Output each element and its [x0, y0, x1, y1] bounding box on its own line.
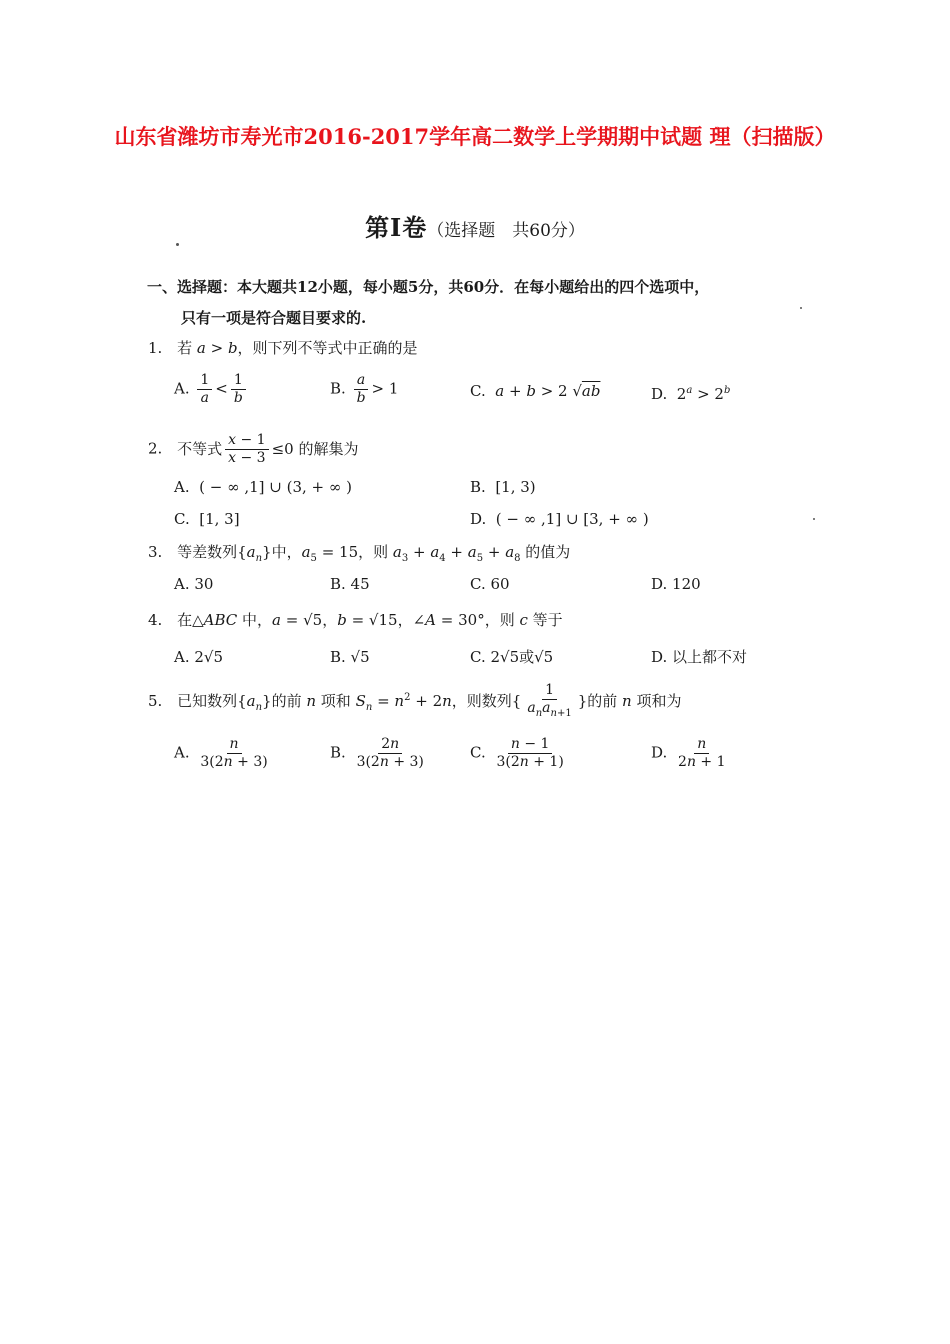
q1-option-d: D. $2^a > 2^b$	[651, 385, 731, 403]
section-sub: （选择题 共60分）	[427, 221, 585, 241]
question-2-stem: 不等式 $\frac{x - 1}{x - 3}$ ≤0 的解集为	[177, 432, 359, 466]
section-main: 第Ⅰ卷	[365, 213, 428, 242]
question-3-stem: 等差数列$\{a_n\}$中，$a_5 = 15$，则 $a_3 + a_4 + a_5 + a_8$ 的值为	[177, 543, 571, 564]
q1-option-a: A. $\frac{1}{a}$ < $\frac{1}{b}$	[174, 372, 249, 407]
question-5	[148, 682, 681, 722]
q1-option-c: C. a + b > 2 √ab	[470, 382, 601, 400]
question-1-stem: 若 a > b，则下列不等式中正确的是	[177, 339, 418, 357]
instructions-line1: 一、选择题：本大题共12小题，每小题5分，共60分．在每小题给出的四个选项中，	[147, 278, 710, 296]
question-4-stem: 在△ABC 中，a = √5，b = √15，∠A = 30°，则 c 等于	[177, 611, 563, 629]
q2-option-d: D. ( − ∞ ,1] ∪ [3, + ∞ )	[470, 510, 649, 528]
q3-option-a: A. 30	[174, 575, 214, 593]
q5-option-d: D. $\frac{n}{2n + 1}$	[651, 736, 726, 770]
scan-speck	[176, 243, 179, 246]
q5-option-a: A. $\frac{n}{3(2n + 3)}$	[174, 736, 268, 770]
q2-option-a: A. ( − ∞ ,1] ∪ (3, + ∞ )	[174, 478, 353, 496]
q4-option-d: D. 以上都不对	[651, 648, 748, 666]
q3-option-b: B. 45	[330, 575, 370, 593]
question-3	[148, 541, 570, 570]
q4-option-c: C. 2√5或√5	[470, 648, 554, 666]
question-number: 2.	[148, 439, 163, 458]
q1-option-b: B. $\frac{a}{b}$ > 1	[330, 372, 399, 406]
question-number: 3.	[148, 543, 163, 561]
q4-option-b: B. √5	[330, 648, 370, 666]
instructions-line2: 只有一项是符合题目要求的.	[181, 309, 367, 327]
question-number: 5.	[148, 691, 163, 710]
question-number: 4.	[148, 611, 163, 629]
question-2	[148, 432, 358, 467]
scan-speck	[800, 307, 802, 309]
instructions	[147, 272, 807, 334]
question-5-stem: 已知数列$\{a_n\}$的前 n 项和 $S_n = n^2 + 2n$，则数列{ $\frac{1}{a_na_{n+1}}$ }的前 n 项和为	[177, 682, 682, 719]
q5-option-c: C. $\frac{n - 1}{3(2n + 1)}$	[470, 736, 564, 770]
q2-option-c: C. [1, 3]	[174, 510, 240, 528]
question-1	[148, 337, 418, 359]
section-heading	[0, 208, 950, 243]
question-4	[148, 609, 563, 631]
question-number: 1.	[148, 339, 163, 357]
q4-option-a: A. 2√5	[174, 648, 224, 666]
q3-option-c: C. 60	[470, 575, 510, 593]
q3-option-d: D. 120	[651, 575, 701, 593]
document-title: 山东省潍坊市寿光市2016-2017学年高二数学上学期期中试题 理（扫描版）	[114, 124, 836, 149]
scan-speck	[813, 518, 815, 520]
q5-option-b: B. $\frac{2n}{3(2n + 3)}$	[330, 736, 424, 770]
q2-option-b: B. [1, 3)	[470, 478, 536, 496]
